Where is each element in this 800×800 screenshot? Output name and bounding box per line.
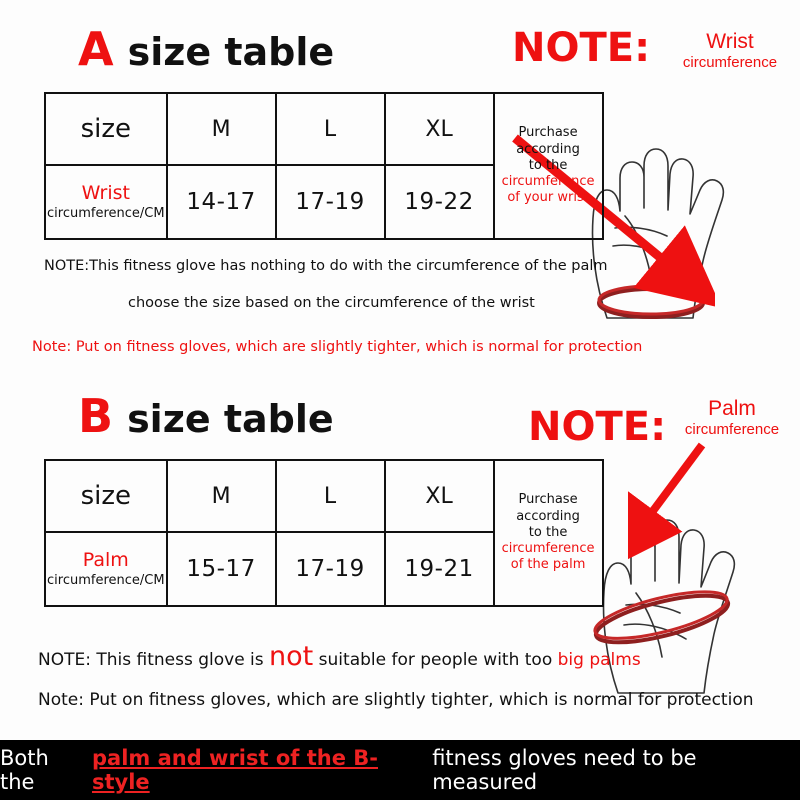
section-a [0, 0, 800, 375]
cell-row-label-b [45, 532, 167, 606]
cell-header-m-a: M [167, 93, 276, 165]
note-sub-b-big: Palm [708, 397, 756, 420]
cell-value-m-a: 14-17 [167, 165, 276, 239]
cell-purchase-note-a [494, 93, 603, 239]
row-label-text-a: Wrist [81, 182, 130, 204]
purchase-line-1-b: Purchase [518, 492, 578, 508]
purchase-line-4-a: circumference [501, 174, 595, 190]
purchase-line-5-a: of your wrist [507, 190, 589, 206]
size-table-b [44, 459, 604, 607]
cell-purchase-note-b [494, 460, 603, 606]
purchase-line-2-a: according [516, 141, 580, 157]
purchase-line-3-a: to the [528, 157, 568, 173]
banner-post-text: fitness gloves need to be measured [432, 746, 697, 794]
banner-highlight-text: palm and wrist of the B-style [91, 746, 378, 794]
section-a-title [78, 22, 335, 76]
note-a-line-2: choose the size based on the circumference of the wrist [128, 295, 535, 311]
row-label-unit-a: circumference/CM [47, 205, 165, 221]
note-a-line-1: NOTE:This fitness glove has nothing to do with the circumference of the palm [44, 258, 608, 274]
row-label-text-b: Palm [82, 549, 129, 571]
cell-header-l-b: L [276, 460, 385, 532]
cell-header-m-b: M [167, 460, 276, 532]
purchase-line-1-a: Purchase [518, 125, 578, 141]
cell-row-label-a [45, 165, 167, 239]
note-b-line-1-pre: NOTE: This fitness glove is [38, 650, 270, 670]
cell-value-l-b: 17-19 [276, 532, 385, 606]
cell-value-m-b: 15-17 [167, 532, 276, 606]
note-b-line-1 [38, 641, 641, 672]
bottom-banner [0, 740, 800, 800]
section-a-letter: A [78, 22, 114, 76]
cell-value-xl-a: 19-22 [385, 165, 494, 239]
note-sub-a [660, 30, 800, 71]
note-a-line-3: Note: Put on fitness gloves, which are slightly tighter, which is normal for protection [32, 339, 643, 355]
cell-value-xl-b: 19-21 [385, 532, 494, 606]
cell-header-size-a: size [45, 93, 167, 165]
cell-header-l-a: L [276, 93, 385, 165]
purchase-line-3-b: to the [528, 524, 568, 540]
table-row [45, 460, 603, 532]
note-head-b: NOTE: [528, 404, 667, 450]
row-label-unit-b: circumference/CM [47, 572, 165, 588]
note-sub-a-small: circumference [682, 54, 778, 72]
note-sub-b [662, 397, 800, 438]
section-b-letter: B [78, 389, 114, 443]
arrow-to-palm [628, 435, 748, 565]
cell-header-size-b: size [45, 460, 167, 532]
section-b [0, 375, 800, 740]
note-b-line-2: Note: Put on fitness gloves, which are slightly tighter, which is normal for protection [38, 690, 754, 710]
cell-header-xl-a: XL [385, 93, 494, 165]
cell-value-l-a: 17-19 [276, 165, 385, 239]
note-sub-b-small: circumference [684, 421, 780, 439]
note-b-not-emphasis: not [269, 641, 314, 672]
section-b-title-text: size table [127, 397, 334, 441]
table-row [45, 93, 603, 165]
size-table-a [44, 92, 604, 240]
banner-pre-text: Both the [0, 746, 49, 794]
section-a-title-text: size table [127, 30, 335, 74]
section-b-title [78, 389, 334, 443]
note-sub-a-big: Wrist [706, 30, 754, 53]
purchase-line-2-b: according [516, 508, 580, 524]
note-b-line-1-tail: big palms [557, 650, 641, 670]
purchase-line-5-b: of the palm [510, 557, 586, 573]
note-b-line-1-mid: suitable for people with too [313, 650, 558, 670]
cell-header-xl-b: XL [385, 460, 494, 532]
purchase-line-4-b: circumference [501, 541, 595, 557]
note-head-a: NOTE: [512, 25, 651, 71]
